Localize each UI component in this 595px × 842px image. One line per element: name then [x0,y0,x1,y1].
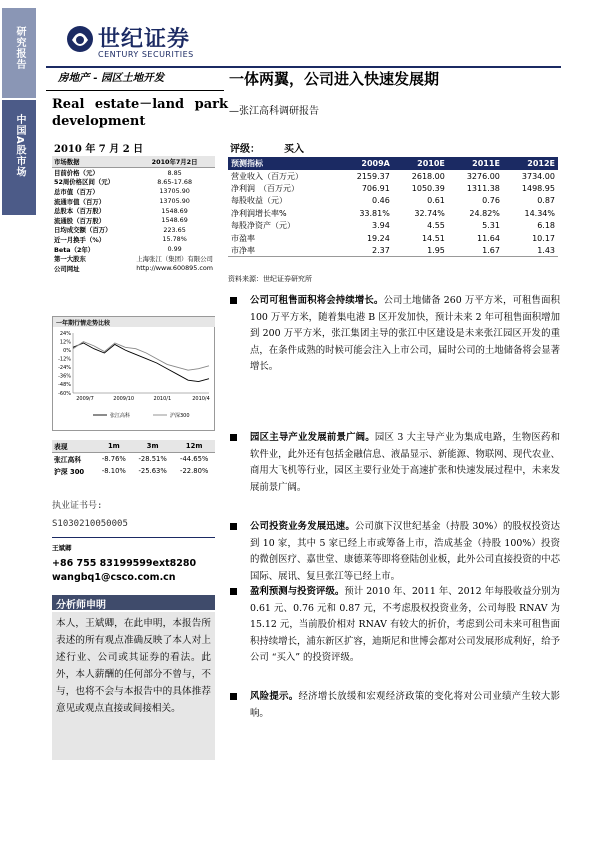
y-tick-label: 12% [59,339,71,346]
market-data-value: 13705.90 [159,187,190,196]
performance-row [52,465,215,477]
chart-svg [53,329,215,429]
bullet-heading: 公司可租售面积将会持续增长。 [250,295,384,306]
y-tick-label: -12% [58,356,71,363]
forecast-row [228,170,558,182]
market-data-row [52,177,215,187]
bullet-body: 预计 2010 年、2011 年、2012 年每股收益分别为 0.61 元、0.76 元和 0.87 元，不考虑股权投资业务，公司每股 RNAV 为 15.12 元，当前股价相对 RNAV 有较大的折价，考虑到公司未来可租售面积持续增长，浦东新区扩容，迪斯尼和世博会都对公司发展形成利好，给予公司 “买入” 的投资评级。 [250,586,560,664]
analyst-email: wangbq1@csco.com.cn [52,572,176,583]
forecast-header-cell: 预测指标 [228,157,338,170]
y-tick-label: -48% [58,382,71,389]
forecast-row-label: 每股净资产（元） [231,221,295,231]
bullet-heading: 风险提示。 [250,691,299,702]
market-header-date: 2010年7月2日 [134,156,215,168]
forecast-header-cell: 2012E [503,157,558,170]
market-data-key: 52周价格区间（元） [54,178,115,187]
logo-mark-icon [66,22,94,56]
market-data-table [52,156,215,273]
forecast-header-cell: 2011E [448,157,503,170]
perf-cell: -22.80% [180,467,209,475]
forecast-row [228,207,558,219]
industry-label: 房地产 - 园区土地开发 [58,72,165,84]
license-label: 执业证书号: [52,501,103,511]
x-tick-label: 2010/4 [192,396,210,402]
perf-header-cell: 表现 [52,440,96,453]
industry-rule [46,90,224,91]
forecast-row-label: 市净率 [228,244,338,256]
market-data-key: 第一大股东 [54,255,86,264]
bullet-heading: 公司投资业务发展迅速。 [250,521,355,532]
forecast-cell: 32.74% [414,208,445,218]
forecast-cell: 1050.39 [411,184,445,194]
bullet-square-icon [230,523,237,530]
forecast-row-label: 每股收益（元） [231,196,287,206]
market-data-key: 流通市值（百万） [54,197,106,206]
bullet-body: 公司旗下汉世纪基金（持股 30%）的股权投资达到 10 家，其中 5 家已经上市或筹备上市，浩成基金（持股 100%）投资的微创医疗、嘉世堂、康德莱等即将登陆创业板，此外公司直接投资的中芯国际、展讯、复旦张江等已经上市。 [250,521,560,582]
forecast-cell: 0.61 [427,196,445,206]
bullet-square-icon [230,434,237,441]
forecast-cell: 3734.00 [521,171,555,181]
forecast-header-cell: 2009A [338,157,393,170]
perf-cell: -25.63% [138,467,167,475]
forecast-row-label: 营业收入（百万元） [231,171,303,181]
market-data-value: 1548.69 [161,216,188,225]
market-data-key: 日均成交额（百万） [54,226,112,235]
forecast-cell: 1.95 [393,244,448,256]
logo-name: 世纪证券 [98,27,191,52]
x-tick-label: 2010/1 [153,396,172,402]
title-english: Real estate－land park development [52,97,228,129]
perf-row-label: 张江高科 [54,456,82,464]
y-tick-label: 0% [63,347,71,354]
bullet-item [230,519,560,585]
price-chart [52,316,215,431]
market-data-row [52,187,215,197]
bullet-square-icon [230,588,237,595]
bullet-square-icon [230,297,237,304]
sidebar [0,0,38,842]
analyst-phone: +86 755 83199599ext8280 [52,558,197,569]
series-line [73,343,209,382]
forecast-header [228,157,558,170]
market-data-row [52,244,215,254]
market-data-key: 目前价格（元） [54,169,99,178]
forecast-cell: 4.55 [427,221,445,231]
forecast-cell: 5.31 [482,221,500,231]
perf-cell: -8.10% [101,467,126,475]
market-data-value: 8.65-17.68 [157,177,193,186]
market-data-key: 总股本（百万股） [54,207,106,216]
sidebar-tab2-label: 中国A股市场 [14,114,25,178]
forecast-row [228,182,558,194]
market-data-value: 223.65 [163,225,186,234]
y-tick-label: -36% [58,373,71,380]
perf-row-label: 沪深 300 [54,468,85,476]
bullet-item [230,584,560,667]
bullet-item [230,430,560,496]
analyst-name: 王斌卿 [52,544,72,552]
market-data-row [52,206,215,216]
market-data-row [52,168,215,178]
forecast-header-cell: 2010E [393,157,448,170]
forecast-row [228,232,558,244]
perf-cell: -28.51% [138,455,167,463]
legend-label: 张江高科 [110,413,131,419]
series-line [73,342,209,371]
market-data-row [52,254,215,264]
market-data-key: 流通股（百万股） [54,216,106,225]
market-data-row [52,263,215,273]
forecast-source: 资料来源：世纪证券研究所 [228,275,312,283]
rating-value: 买入 [284,144,304,155]
market-data-value: 8.85 [167,168,182,177]
bullet-item [230,689,560,722]
forecast-cell: 33.81% [359,208,390,218]
rating-label: 评级： [230,144,260,155]
market-data-value: http://www.600895.com [136,264,213,273]
forecast-cell: 0.87 [537,196,555,206]
forecast-cell: 2618.00 [411,171,445,181]
forecast-cell: 2159.37 [356,171,390,181]
forecast-row-label: 净利润 （百万元） [231,184,299,194]
forecast-cell: 14.51 [421,233,445,243]
legend-label: 沪深300 [170,413,190,419]
x-tick-label: 2009/10 [113,396,135,402]
y-tick-label: -60% [58,390,71,397]
sidebar-tab-research-report [2,8,36,98]
forecast-cell: 3.94 [372,221,390,231]
market-data-value: 13705.90 [159,197,190,206]
forecast-cell: 0.76 [482,196,500,206]
contact-rule [52,537,215,538]
performance-header [52,440,215,453]
forecast-cell: 10.17 [532,233,555,243]
market-data-key: 近一月换手（%） [54,235,106,244]
sidebar-tab1-label: 研究报告 [14,26,25,70]
x-tick-label: 2009/7 [76,396,94,402]
forecast-cell: 2.37 [338,244,393,256]
forecast-row [228,244,558,256]
market-data-header [52,156,215,168]
y-tick-label: -24% [58,365,71,372]
market-data-row [52,225,215,235]
company-logo [66,20,236,64]
bullet-item [230,293,560,376]
perf-header-cell: 1m [96,440,132,453]
forecast-cell: 6.18 [537,221,555,231]
forecast-row-label: 净利润增长率% [231,208,287,218]
performance-table [52,440,215,477]
market-data-key: Beta（2年） [54,245,95,254]
market-data-row [52,215,215,225]
declaration-heading: 分析师申明 [52,595,215,610]
forecast-row [228,220,558,232]
forecast-row [228,195,558,207]
perf-cell: -44.65% [180,455,209,463]
forecast-cell: 1.67 [448,244,503,256]
market-data-key: 公司网址 [54,264,80,273]
forecast-cell: 19.24 [366,233,390,243]
chart-title: 一年期行情走势比较 [53,317,215,327]
performance-row [52,453,215,466]
market-data-value: 0.99 [167,245,182,254]
perf-header-cell: 3m [132,440,174,453]
forecast-cell: 14.34% [524,208,555,218]
forecast-cell: 1.43 [503,244,558,256]
forecast-cell: 706.91 [361,184,390,194]
bullet-body: 公司土地储备 260 万平方米，可租售面积 100 万平方米，随着集电港 B 区开发加快，预计未来 2 年可租售面积增加到 200 万平方米，张江集团主导的张江中区建设是未来张江园区开发的重点，在条件成熟的时候可能会注入上市公司，届时公司的土地储备将会显著增长。 [250,295,560,373]
market-data-row [52,235,215,245]
market-header-label: 市场数据 [52,156,134,168]
bullet-square-icon [230,693,237,700]
market-data-key: 总市值（百万） [54,187,99,196]
forecast-cell: 0.46 [372,196,390,206]
forecast-cell: 3276.00 [466,171,500,181]
report-title: 一体两翼，公司进入快速发展期 [229,70,440,88]
report-date: 2010 年 7 月 2 日 [54,144,144,155]
bullet-heading: 盈利预测与投资评级。 [250,586,345,597]
license-number: S1030210050005 [52,519,128,529]
report-subtitle: —张江高科调研报告 [229,106,319,117]
forecast-table [228,157,558,257]
forecast-cell: 1498.95 [521,184,555,194]
market-data-value: 1548.69 [161,206,188,215]
declaration-body: 本人，王斌卿，在此申明，本报告所表述的所有观点准确反映了本人对上述行业、公司或其证券的看法。此外，本人薪酬的任何部分不曾与，不与，也将不会与本报告中的具体推荐意见或观点直接或间接相关。 [52,612,215,760]
sidebar-tab-a-share-market [2,100,36,215]
perf-header-cell: 12m [173,440,215,453]
forecast-cell: 11.64 [477,233,500,243]
market-data-row [52,196,215,206]
bullet-heading: 园区主导产业发展前景广阔。 [250,432,375,443]
forecast-cell: 1311.38 [466,184,500,194]
logo-english-name: CENTURY SECURITIES [98,50,194,59]
market-data-value: 15.78% [162,235,187,244]
market-data-value: 上海张江（集团）有限公司 [136,255,213,264]
forecast-cell: 24.82% [469,208,500,218]
bullet-body: 园区 3 大主导产业为集成电路，生物医药和软件业，此外还有包括金融信息、液晶显示、新能源、物联网、现代农业、商用大飞机等行业，园区主要行业处于高速扩张和快速发展过程中，未来发展前景广阔。 [250,432,560,493]
perf-cell: -8.76% [101,455,126,463]
license-block [52,497,128,533]
y-tick-label: 24% [59,330,71,337]
forecast-row-label: 市盈率 [231,233,255,243]
bullet-body: 经济增长放缓和宏观经济政策的变化将对公司业绩产生较大影响。 [250,691,560,719]
